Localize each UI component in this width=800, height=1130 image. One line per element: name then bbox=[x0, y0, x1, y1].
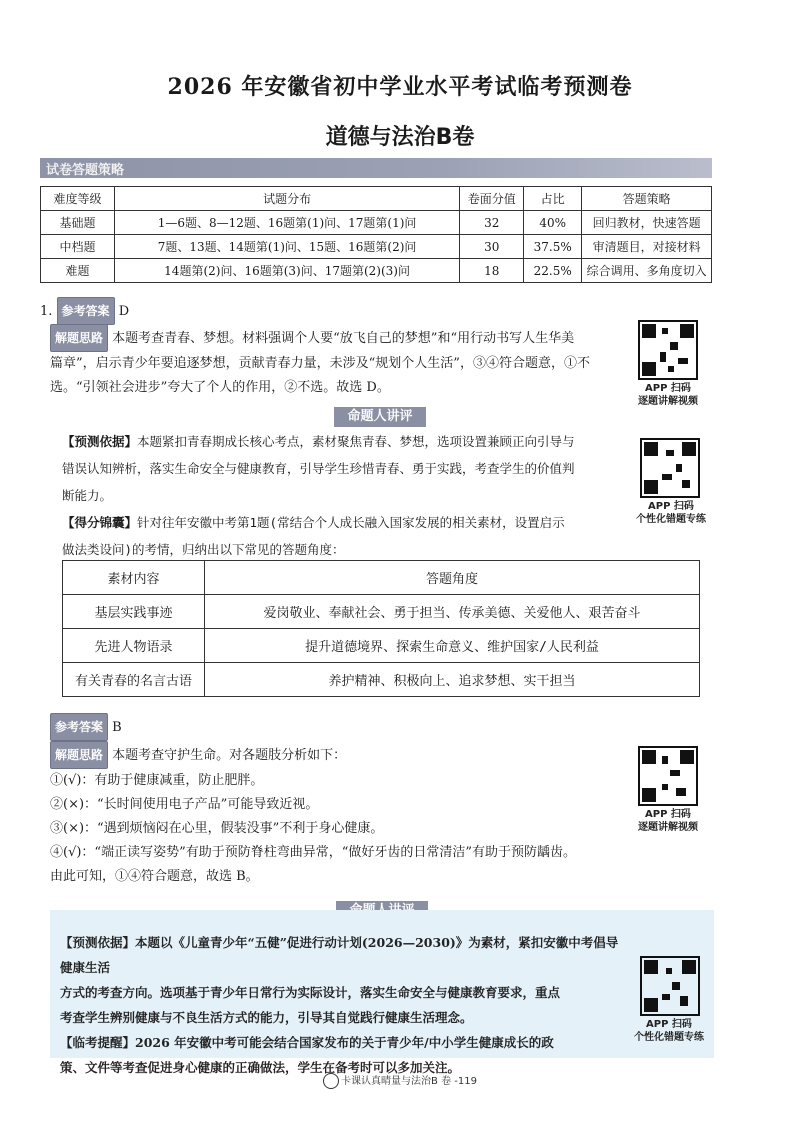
table-header-cell: 难度等级 bbox=[41, 187, 115, 211]
lecture-text: 断能力。 bbox=[62, 488, 113, 503]
analysis-text: 本题考查青春、梦想。材料强调个人要“放飞自己的梦想”和“用行动书写人生华美 bbox=[112, 331, 575, 346]
lecture-text: 本题以《儿童青少年“五健”促进行动计划(2026—2030)》为素材，紧扣安徽中考倡导健康生活 bbox=[60, 935, 619, 975]
answer-angle-table bbox=[62, 560, 700, 697]
reminder-label: 【临考提醒】 bbox=[60, 1035, 136, 1050]
table-cell: 1—6题、8—12题、16题第(1)问、17题第(1)问 bbox=[114, 211, 459, 235]
analysis-tag: 解题思路 bbox=[50, 324, 108, 352]
answer-tag: 参考答案 bbox=[50, 713, 108, 741]
qr-label-line: APP 扫码 bbox=[648, 501, 694, 512]
basis-label: 【预测依据】 bbox=[62, 434, 138, 449]
analysis-item: ①(√)：有助于健康减重，防止肥胖。 bbox=[50, 773, 264, 788]
table-header-cell: 卷面分值 bbox=[460, 187, 524, 211]
table-row bbox=[41, 259, 712, 283]
table-cell: 32 bbox=[460, 211, 524, 235]
table-cell: 爱岗敬业、奉献社会、勇于担当、传承美德、关爱他人、艰苦奋斗 bbox=[205, 595, 700, 629]
analysis-item: ③(×)：“遇到烦恼闷在心里，假装没事”不利于身心健康。 bbox=[50, 821, 384, 836]
answer-tag: 参考答案 bbox=[57, 297, 115, 325]
q2-lecture bbox=[60, 930, 630, 1080]
lecture-text: 2026 年安徽中考可能会结合国家发布的关于青少年/中小学生健康成长的政 bbox=[135, 1035, 554, 1050]
analysis-item: 由此可知，①④符合题意，故选 B。 bbox=[50, 869, 259, 884]
strategy-bar-label: 试卷答题策略 bbox=[46, 163, 125, 178]
analysis-item: ④(√)：“端正读写姿势”有助于预防脊柱弯曲异常，“做好牙齿的日常清洁”有助于预防龋齿。 bbox=[50, 845, 577, 860]
lecture-text: 本题紧扣青春期成长核心考点，素材聚焦青春、梦想，选项设置兼顾正向引导与 bbox=[137, 434, 575, 449]
q2-answer-line bbox=[50, 713, 122, 741]
qr-label-line: 个性化错题专练 bbox=[634, 1032, 704, 1043]
table-cell: 审清题目，对接材料 bbox=[582, 235, 712, 259]
qr-label bbox=[618, 382, 718, 408]
lecture-text: 针对往年安徽中考第1题(常结合个人成长融入国家发展的相关素材，设置启示 bbox=[137, 515, 565, 530]
table-row bbox=[41, 211, 712, 235]
table-header-cell: 试题分布 bbox=[114, 187, 459, 211]
table-row bbox=[63, 595, 700, 629]
tips-label: 【得分锦囊】 bbox=[62, 515, 138, 530]
table-cell: 提升道德境界、探索生命意义、维护国家/人民利益 bbox=[205, 629, 700, 663]
table-cell: 基础题 bbox=[41, 211, 115, 235]
table-cell: 有关青春的名言古语 bbox=[63, 663, 205, 697]
table-cell: 7题、13题、14题第(1)问、15题、16题第(2)问 bbox=[114, 235, 459, 259]
table-header-cell: 答题角度 bbox=[205, 561, 700, 595]
q1-analysis bbox=[50, 324, 630, 400]
table-cell: 22.5% bbox=[524, 259, 582, 283]
table-cell: 37.5% bbox=[524, 235, 582, 259]
table-cell: 先进人物语录 bbox=[63, 629, 205, 663]
q2-lecture-box bbox=[50, 910, 714, 1075]
qr-label-line: 个性化错题专练 bbox=[636, 514, 706, 525]
table-cell: 养护精神、积极向上、追求梦想、实干担当 bbox=[205, 663, 700, 697]
strategy-table bbox=[40, 186, 712, 283]
qr-label-line: 逐题讲解视频 bbox=[638, 822, 698, 833]
page-title: 2026 年安徽省初中学业水平考试临考预测卷 bbox=[167, 74, 633, 100]
table-cell: 18 bbox=[460, 259, 524, 283]
lecture-banner: 命题人讲评 bbox=[334, 407, 426, 427]
qr-code-icon[interactable] bbox=[638, 320, 698, 380]
table-cell: 综合调用、多角度切入 bbox=[582, 259, 712, 283]
table-cell: 中档题 bbox=[41, 235, 115, 259]
q1-answer-line bbox=[40, 297, 129, 325]
footer-text: 卡课认真晴量与法治B 卷 -119 bbox=[341, 1076, 477, 1087]
table-row bbox=[63, 629, 700, 663]
table-cell: 难题 bbox=[41, 259, 115, 283]
strategy-section-bar bbox=[40, 158, 712, 178]
qr-label bbox=[616, 1018, 722, 1044]
question-number: 1. bbox=[40, 304, 53, 319]
analysis-item: ②(×)：“长时间使用电子产品”可能导致近视。 bbox=[50, 797, 319, 812]
lecture-text: 方式的考查方向。选项基于青少年日常行为实际设计，落实生命安全与健康教育要求，重点 bbox=[60, 985, 561, 1000]
footer-logo-icon bbox=[323, 1073, 339, 1089]
table-header-cell: 答题策略 bbox=[582, 187, 712, 211]
lecture-text: 考查学生辨别健康与不良生活方式的能力，引导其自觉践行健康生活理念。 bbox=[60, 1010, 473, 1025]
table-cell: 基层实践事迹 bbox=[63, 595, 205, 629]
table-cell: 14题第(2)问、16题第(3)问、17题第(2)(3)问 bbox=[114, 259, 459, 283]
q2-analysis bbox=[50, 741, 630, 889]
answer-value: B bbox=[112, 720, 122, 735]
qr-label-line: APP 扫码 bbox=[646, 1019, 692, 1030]
qr-code-icon[interactable] bbox=[638, 746, 698, 806]
table-row bbox=[41, 235, 712, 259]
analysis-text: 本题考查守护生命。对各题肢分析如下： bbox=[112, 748, 347, 763]
table-row bbox=[63, 663, 700, 697]
qr-label-line: APP 扫码 bbox=[645, 809, 691, 820]
qr-label bbox=[616, 500, 726, 526]
qr-label bbox=[618, 808, 718, 834]
qr-code-icon[interactable] bbox=[640, 438, 700, 498]
table-cell: 30 bbox=[460, 235, 524, 259]
lecture-text: 做法类设问)的考情，归纳出以下常见的答题角度： bbox=[62, 542, 345, 557]
analysis-text: 篇章”，启示青少年要追逐梦想，贡献青春力量，未涉及“规划个人生活”，③④符合题意，①不 bbox=[50, 356, 590, 371]
table-header-row bbox=[41, 187, 712, 211]
analysis-text: 选。“引领社会进步”夸大了个人的作用，②不选。故选 D。 bbox=[50, 380, 390, 395]
qr-code-icon[interactable] bbox=[640, 956, 700, 1016]
lecture-text: 策、文件等考查促进身心健康的正确做法，学生在备考时可以多加关注。 bbox=[60, 1060, 461, 1075]
table-cell: 回归教材，快速答题 bbox=[582, 211, 712, 235]
table-cell: 40% bbox=[524, 211, 582, 235]
lecture-text: 错误认知辨析，落实生命安全与健康教育，引导学生珍惜青春、勇于实践，考查学生的价值判 bbox=[62, 461, 575, 476]
basis-label: 【预测依据】 bbox=[60, 935, 136, 950]
analysis-tag: 解题思路 bbox=[50, 741, 108, 769]
qr-label-line: APP 扫码 bbox=[645, 383, 691, 394]
table-header-cell: 素材内容 bbox=[63, 561, 205, 595]
page-subtitle: 道德与法治B卷 bbox=[325, 125, 475, 150]
answer-value: D bbox=[118, 304, 130, 319]
table-header-row bbox=[63, 561, 700, 595]
q1-lecture bbox=[62, 428, 628, 563]
page-footer bbox=[0, 1072, 800, 1089]
qr-label-line: 逐题讲解视频 bbox=[638, 396, 698, 407]
table-header-cell: 占比 bbox=[524, 187, 582, 211]
